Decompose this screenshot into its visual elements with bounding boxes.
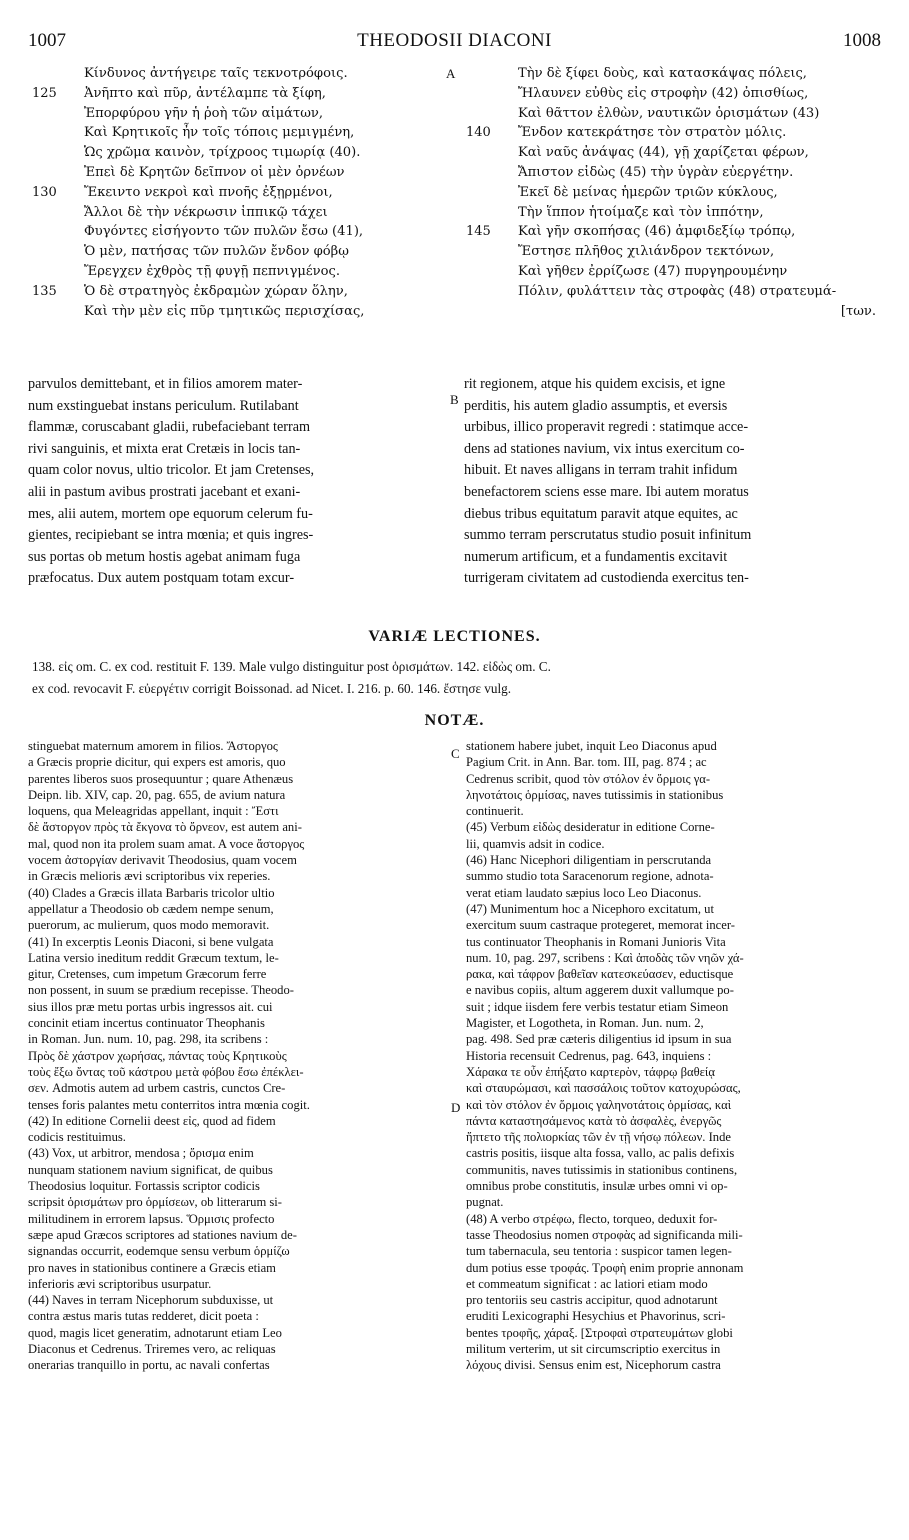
verse-text: Ὡς χρῶμα καινὸν, τρίχροος τιμωρίᾳ (40). — [84, 145, 361, 161]
verse-number: 125 — [32, 85, 57, 101]
latin-line: quam color novus, ultio tricolor. Et jam Cretenses, — [28, 462, 315, 479]
verse-text: Ἐπορφύρου γῆν ἡ ῥοὴ τῶν αἱμάτων, — [84, 105, 323, 121]
note-line: tus continuator Theophanis in Romani Junioris Vita — [466, 934, 726, 949]
column-marker-b: B — [450, 392, 459, 407]
note-line: (45) Verbum εἰδὼς desideratur in editione Corne- — [466, 820, 715, 835]
note-line: eruditi Lexicographi Hesychius et Phavorinus, scri- — [466, 1309, 726, 1324]
note-line: tenses foris palantes metu conterritos intra mœnia cogit. — [28, 1097, 310, 1112]
verse-text: Ἐπεὶ δὲ Κρητῶν δεῖπνον οἱ μὲν ὀρνέων — [84, 164, 345, 180]
note-line: dum potius esse τροφάς. Τροφὴ enim proprie annonam — [466, 1260, 744, 1275]
note-line: scripsit ὁρισμάτων pro ὁρμίσεων, ob litterarum si- — [28, 1195, 282, 1210]
note-line: num. 10, pag. 297, scribens : Καὶ ἀποδὰς τῶν νηῶν χά- — [466, 950, 744, 965]
note-line: Πρὸς δὲ χάστρον χωρήσας, πάντας τοὺς Κρητικοὺς — [28, 1048, 287, 1063]
note-line: loquens, qua Meleagridas appellant, inquit : Ἔστι — [28, 804, 279, 819]
verse-line — [32, 84, 450, 104]
note-line: inferioris ævi scriptoribus usurpatur. — [28, 1276, 212, 1291]
verse-line — [466, 163, 884, 183]
running-head: THEODOSII DIACONI — [357, 30, 552, 51]
verse-text: Ἔστησε πλῆθος χιλιάνδρον τεκτόνων, — [518, 244, 775, 260]
note-line: (43) Vox, ut arbitror, mendosa ; ὅρισμα enim — [28, 1146, 254, 1161]
note-line: suit ; idque iisdem fere verbis testatur etiam Simeon — [466, 999, 729, 1014]
verse-text: Ὁ μὲν, πατήσας τῶν πυλῶν ἔνδον φόβῳ — [84, 244, 349, 260]
verse-text: Ἔκειντο νεκροὶ καὶ πνοῆς ἐξῃρμένοι, — [84, 184, 333, 200]
latin-line: præfocatus. Dux autem postquam totam excur- — [28, 570, 295, 587]
verse-line — [466, 64, 884, 84]
verse-text: Καὶ Κρητικοῖς ἦν τοῖς τόποις μεμιγμένη, — [84, 125, 355, 141]
page-number-right: 1008 — [843, 30, 881, 51]
note-line: Historia recensuit Cedrenus, pag. 643, inquiens : — [466, 1048, 712, 1063]
note-line: e navibus copiis, altum aggerem duxit vallumque po- — [466, 983, 734, 998]
verse-line — [466, 203, 884, 223]
verse-text: Πόλιν, φυλάττειν τὰς στροφὰς (48) στρατευμά- — [518, 283, 837, 299]
note-line: onerarias tranquillo in portu, ac navali confertas — [28, 1358, 270, 1373]
verse-text: Καὶ γῆν σκοπήσας (46) ἀμφιδεξίῳ τρόπῳ, — [518, 224, 796, 240]
verse-text: Ἐκεῖ δὲ μείνας ἡμερῶν τριῶν κύκλους, — [518, 184, 778, 200]
note-line: (40) Clades a Græcis illata Barbaris tricolor ultio — [28, 885, 275, 900]
verse-line — [466, 262, 884, 282]
verse-text: [των. — [840, 303, 876, 319]
verse-line — [32, 104, 450, 124]
greek-verse-right-column — [466, 64, 884, 321]
note-line: omnibus probe constitutis, insulæ urbes omni vi op- — [466, 1179, 728, 1194]
latin-line: rivi sanguinis, et mixta erat Cretæis in locis tan- — [28, 440, 301, 457]
note-line: Pagium Crit. in Ann. Bar. tom. III, pag. 874 ; ac — [466, 755, 707, 770]
note-line: Χάρακα τε οὖν ἐπήξατο καρτερὸν, τάφρῳ βαθείᾳ — [466, 1064, 715, 1079]
note-line: Deipn. lib. XIV, cap. 20, pag. 655, de avium natura — [28, 787, 286, 802]
note-line: sius illos præ metu portas urbis ingressos ait. cui — [28, 999, 273, 1014]
note-line: quod, magis licet generatim, adnotarunt etiam Leo — [28, 1325, 282, 1340]
variae-lectiones-text — [32, 656, 877, 699]
note-line: Magister, et Logotheta, in Roman. Jun. num. 2, — [466, 1016, 704, 1031]
note-line: nunquam stationem navium significat, de quibus — [28, 1162, 273, 1177]
verse-line — [466, 222, 884, 242]
latin-line: turrigeram civitatem ad custodienda exercitus ten- — [464, 570, 749, 587]
latin-line: urbibus, illico properavit regredi : statimque acce- — [464, 419, 749, 436]
verse-line — [32, 163, 450, 183]
verse-number: 145 — [466, 224, 491, 240]
verse-text: Ὁ δὲ στρατηγὸς ἐκδραμὼν χώραν ὅλην, — [84, 283, 348, 299]
note-line: (41) In excerptis Leonis Diaconi, si bene vulgata — [28, 934, 274, 949]
latin-line: benefactorem sciens esse mare. Ibi autem moratus — [464, 483, 749, 500]
latin-line: sus portas ob metum hostis agebat animam fuga — [28, 548, 301, 565]
latin-line: parvulos demittebant, et in filios amorem mater- — [28, 376, 303, 392]
verse-text: Ἤλαυνεν εὐθὺς εἰς στροφὴν (42) ὀπισθίως, — [518, 85, 809, 101]
note-line: continuerit. — [466, 804, 524, 819]
latin-line: hibuit. Et naves alligans in terram trahit infidum — [464, 462, 738, 479]
note-line: καὶ σταυρώμασι, καὶ πασσάλοις τοῦτον κατοχυρώσας, — [466, 1081, 741, 1096]
note-line: tasse Theodosius nomen στροφὰς ad significanda mili- — [466, 1227, 743, 1242]
verse-line — [32, 64, 450, 84]
verse-line — [32, 203, 450, 223]
note-line: communitis, naves tutissimis in stationibus continens, — [466, 1162, 738, 1177]
latin-line: diebus tribus equitatum paravit atque equites, ac — [464, 505, 738, 522]
verse-line — [32, 183, 450, 203]
latin-line: perditis, his autem gladio assumptis, et eversis — [464, 397, 728, 414]
note-line: bentes τροφῆς, χάραξ. [Στροφαὶ στρατευμάτων globi — [466, 1325, 733, 1340]
note-line: lii, quamvis adsit in codice. — [466, 836, 605, 851]
note-line: σεν. Admotis autem ad urbem castris, cunctos Cre- — [28, 1081, 286, 1096]
note-line: pro naves in stationibus continere a Græcis etiam — [28, 1260, 276, 1275]
latin-line: rit regionem, atque his quidem excisis, et igne — [464, 376, 726, 392]
notes-left-column — [28, 738, 448, 1374]
verse-line — [466, 282, 884, 302]
verse-line — [466, 104, 884, 124]
verse-text: Φυγόντες εἰσήγοντο τῶν πυλῶν ἔσω (41), — [84, 224, 364, 240]
note-line: pugnat. — [466, 1195, 504, 1210]
verse-line — [466, 123, 884, 143]
greek-verse-left-column — [32, 64, 450, 321]
note-line: sæpe apud Græcos scriptores ad stationes navium de- — [28, 1227, 297, 1242]
note-line: codicis restituimus. — [28, 1130, 126, 1145]
verse-text: Τὴν δὲ ξίφει δοὺς, καὶ κατασκάψας πόλεις, — [518, 66, 807, 81]
verse-line — [466, 183, 884, 203]
verse-text: Καὶ ναῦς ἀνάψας (44), γῇ χαρίζεται φέρων, — [518, 145, 809, 161]
note-line: Latina versio ineditum reddit Græcum textum, le- — [28, 950, 279, 965]
note-line: summo studio tota Saracenorum regione, adnota- — [466, 869, 714, 884]
note-line: ἥπτετο τῆς πολιορκίας τῶν ἐν τῇ νήσῳ πόλεων. Inde — [466, 1130, 731, 1145]
note-line: contra æstus maris tutas redderet, dicit poeta : — [28, 1309, 259, 1324]
note-line: mal, quod non ita prolem suam amat. A voce ἄστοργος — [28, 836, 305, 851]
verse-number: 140 — [466, 125, 491, 141]
verse-text: Ἄλλοι δὲ τὴν νέκρωσιν ἱππικῷ τάχει — [84, 204, 328, 220]
latin-line: num exstinguebat instans periculum. Rutilabant — [28, 397, 299, 414]
latin-translation-right-column — [464, 374, 882, 590]
note-line: militum verterim, ut sit circumscriptio exercitus in — [466, 1341, 721, 1356]
note-line: pag. 498. Sed præ cæteris diligentius id ipsum in sua — [466, 1032, 732, 1047]
page-number-left: 1007 — [28, 30, 66, 51]
variant-reading-line: ex cod. revocavit F. εὐεργέτιν corrigit Boissonad. ad Nicet. I. 216. p. 60. 146. ἔστησε vulg. — [32, 680, 512, 696]
variant-reading-line: 138. εἰς om. C. ex cod. restituit F. 139. Male vulgo distinguitur post ὁρισμάτων. 142. εἰδὼς om. C. — [32, 659, 551, 674]
verse-text: Ἄπιστον εἰδὼς (45) τὴν ὑγρὰν εὐεργέτην. — [518, 164, 794, 180]
note-line: a Græcis proprie dicitur, qui expers est amoris, quo — [28, 755, 286, 770]
note-line: stationem habere jubet, inquit Leo Diaconus apud — [466, 739, 717, 753]
note-line: non possent, in suum se prædium recepisse. Theodo- — [28, 983, 294, 998]
note-line: stinguebat maternum amorem in filios. Ἄστοργος — [28, 739, 278, 753]
note-line: καὶ τὸν στόλον ἐν ὅρμοις γαληνοτάτοις ὁρμίσας, καὶ — [466, 1097, 732, 1112]
note-line: (42) In editione Cornelii deest εἰς, quod ad fidem — [28, 1113, 276, 1128]
verse-line — [466, 242, 884, 262]
note-line: parentes liberos suos prosequuntur ; quare Athenæus — [28, 771, 294, 786]
note-line: puerorum, ac mulierum, quos modo memoravit. — [28, 918, 270, 933]
note-line: Cedrenus scribit, quod τὸν στόλον ἐν ὅρμοις γα- — [466, 771, 711, 786]
note-line: τοὺς ἔξω ὄντας τοῦ κάστρου μετὰ φόβου ἔσω ἐπέκλει- — [28, 1064, 304, 1079]
variae-lectiones-heading: VARIÆ LECTIONES. — [368, 628, 541, 645]
notes-right-column — [466, 738, 884, 1374]
note-line: Diaconus et Cedrenus. Triremes vero, ac reliquas — [28, 1341, 276, 1356]
note-line: exercitum suum castraque protegeret, memorat incer- — [466, 918, 735, 933]
verse-text: Καὶ τὴν μὲν εἰς πῦρ τμητικῶς περισχίσας, — [84, 303, 365, 319]
latin-translation-left-column — [28, 374, 448, 590]
verse-line — [32, 262, 450, 282]
note-line: πάντα καταστησάμενος κατὰ τὸ ἀσφαλὲς, ἐνεργῶς — [466, 1113, 722, 1128]
note-line: (46) Hanc Nicephori diligentiam in perscrutanda — [466, 853, 712, 868]
verse-text: Τὴν ἵππον ἡτοίμαζε καὶ τὸν ἱππότην, — [518, 204, 764, 220]
note-line: pro tentoriis seu castris accipitur, quod adnotarunt — [466, 1293, 718, 1308]
verse-line — [32, 143, 450, 163]
latin-line: summo terram perscrutatus studio posuit infinitum — [464, 527, 752, 544]
page-header — [28, 30, 881, 54]
verse-line — [32, 123, 450, 143]
verse-line — [466, 84, 884, 104]
note-line: in Roman. Jun. num. 10, pag. 298, ita scribens : — [28, 1032, 269, 1047]
verse-text: Ἀνῆπτο καὶ πῦρ, ἀντέλαμπε τὰ ξίφη, — [84, 85, 326, 101]
note-line: tum tabernacula, seu tentoria : suspicor tamen legen- — [466, 1244, 732, 1259]
latin-line: flammæ, coruscabant gladii, rubefaciebant terram — [28, 419, 311, 436]
note-line: signandas occurrit, eodemque sensu verbum ὁρμίζω — [28, 1244, 290, 1259]
note-line: verat etiam laudato sæpius loco Leo Diaconus. — [466, 885, 702, 900]
note-line: in Græcis melioris ævi scriptoribus vix reperies. — [28, 869, 271, 884]
verse-line — [32, 222, 450, 242]
verse-line — [32, 302, 450, 322]
column-marker-a: A — [446, 66, 456, 81]
verse-line — [466, 143, 884, 163]
note-line: appellatur a Theodosio ob cædem nempe senum, — [28, 901, 274, 916]
verse-line — [32, 242, 450, 262]
note-line: ληνοτάτοις ὁρμίσας, naves tutissimis in stationibus — [466, 787, 724, 802]
latin-line: gientes, recipiebant se intra mœnia; et quis ingres- — [28, 527, 314, 544]
latin-line: mes, alii autem, mortem ope equorum celerum fu- — [28, 505, 313, 522]
note-line: et commeatum significat : ac latiori etiam modo — [466, 1276, 708, 1291]
verse-text: Καὶ θᾶττον ἐλθὼν, ναυτικῶν ὁρισμάτων (43) — [518, 105, 820, 121]
verse-line — [32, 282, 450, 302]
note-line: concinit etiam incertus continuator Theophanis — [28, 1016, 265, 1031]
note-line: (47) Munimentum hoc a Nicephoro excitatum, ut — [466, 901, 714, 916]
verse-number: 135 — [32, 283, 57, 299]
verse-number: 130 — [32, 184, 57, 200]
notae-heading: NOTÆ. — [424, 712, 485, 729]
latin-line: alii in pastum avibus prostrati jacebant et exani- — [28, 483, 301, 500]
note-line: λόχους divisi. Sensus enim est, Nicephorum castra — [466, 1358, 721, 1373]
note-line: Theodosius loquitur. Fortassis scriptor codicis — [28, 1179, 260, 1194]
verse-text: Ἔρεγχεν ἐχθρὸς τῇ φυγῇ πεπνιγμένος. — [84, 263, 341, 279]
note-line: (48) A verbo στρέφω, flecto, torqueo, deduxit for- — [466, 1211, 718, 1226]
verse-text: Ἔνδον κατεκράτησε τὸν στρατὸν μόλις. — [518, 125, 787, 141]
column-marker-d: D — [451, 1100, 461, 1115]
note-line: δὲ ἄστοργον πρὸς τὰ ἔκγονα τὸ ὄρνεον, est autem ani- — [28, 820, 302, 835]
latin-line: dens ad stationes navium, vix intus exercitum co- — [464, 440, 745, 457]
note-line: ρακα, καὶ τάφρον βαθεῖαν κατεσκεύασεν, eductisque — [466, 967, 734, 982]
note-line: gitur, Cretenses, cum impetum Græcorum ferre — [28, 967, 267, 982]
note-line: castris positis, iisque alta fossa, vallo, ac palis defixis — [466, 1146, 735, 1161]
note-line: vocem ἀστοργίαν derivavit Theodosius, quam vocem — [28, 853, 297, 868]
verse-line — [466, 302, 884, 322]
latin-line: numerum artificum, et a fundamentis excitavit — [464, 548, 728, 565]
verse-text: Καὶ γῆθεν ἐρρίζωσε (47) πυργηρουμένην — [518, 263, 788, 279]
note-line: (44) Naves in terram Nicephorum subduxisse, ut — [28, 1293, 274, 1308]
note-line: militudinem in errorem lapsus. Ὅρμισις profecto — [28, 1211, 275, 1226]
column-marker-c: C — [451, 746, 460, 761]
verse-text: Κίνδυνος ἀντήγειρε ταῖς τεκνοτρόφοις. — [84, 66, 348, 81]
